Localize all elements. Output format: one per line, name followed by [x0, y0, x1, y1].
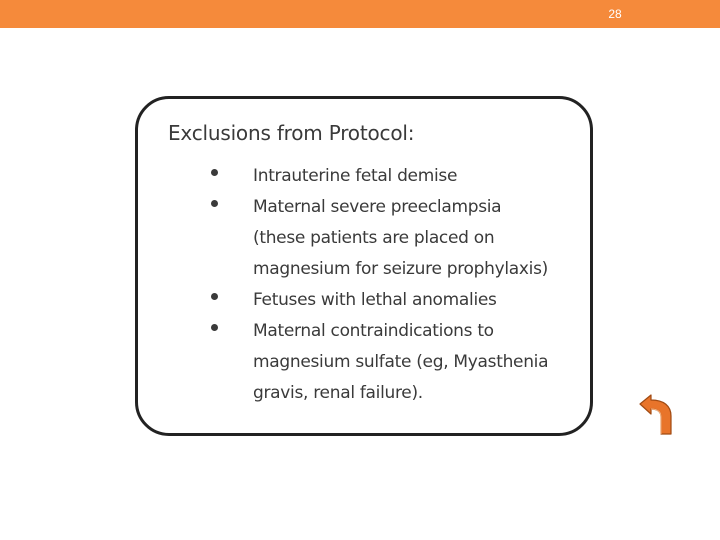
list-item: [138, 285, 548, 316]
list-item: [138, 316, 548, 409]
box-title: Exclusions from Protocol:: [168, 121, 415, 145]
return-arrow-icon[interactable]: [634, 390, 674, 438]
list-item-text: magnesium for seizure prophylaxis): [253, 259, 548, 279]
list-item: [138, 192, 548, 285]
list-item-text: Intrauterine fetal demise: [253, 166, 458, 186]
slide-number: 28: [608, 7, 622, 21]
bullet-icon: [211, 200, 218, 207]
list-item: [138, 161, 548, 192]
header-bar: [0, 0, 720, 28]
list-item-text: Maternal contraindications to: [253, 321, 494, 341]
exclusions-list: [138, 161, 548, 409]
list-item-text: Fetuses with lethal anomalies: [253, 290, 497, 310]
exclusions-box: [135, 96, 593, 436]
list-item-text: magnesium sulfate (eg, Myasthenia: [253, 352, 549, 372]
list-item-text: Maternal severe preeclampsia: [253, 197, 502, 217]
bullet-icon: [211, 324, 218, 331]
bullet-icon: [211, 169, 218, 176]
bullet-icon: [211, 293, 218, 300]
list-item-text: (these patients are placed on: [253, 228, 495, 248]
list-item-text: gravis, renal failure).: [253, 383, 423, 403]
